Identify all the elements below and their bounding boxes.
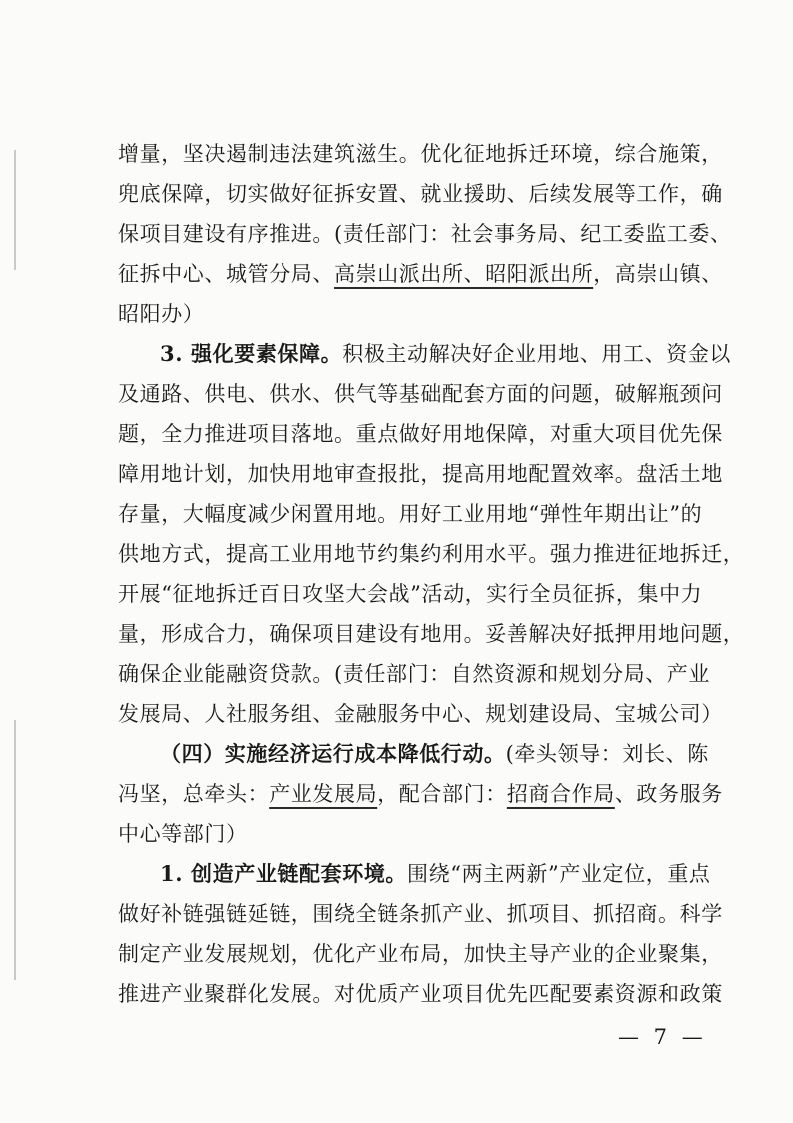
text-line: 题，全力推进项目落地。重点做好用地保障，对重大项目优先保: [118, 422, 723, 446]
text-segment: ，高崇山镇、: [593, 262, 723, 286]
text-segment: 征拆中心、城管分局、: [118, 262, 334, 286]
section-1-heading-line: [160, 861, 711, 886]
text-line: 量，形成合力，确保项目建设有地用。妥善解决好抵押用地问题，: [118, 622, 745, 646]
text-segment: 围绕“两主两新”产业定位，重点: [407, 862, 711, 886]
text-line: 确保企业能融资贷款。(责任部门：自然资源和规划分局、产业: [118, 662, 710, 686]
text-segment: ，配合部门：: [377, 782, 507, 806]
text-line: 开展“征地拆迁百日攻坚大会战”活动，实行全员征拆，集中力: [118, 582, 703, 606]
section-3-heading-line: [160, 341, 732, 366]
text-segment: 冯坚，总牵头：: [118, 782, 270, 806]
text-segment: (牵头领导：刘长、陈: [505, 742, 709, 766]
section-1-title: 1. 创造产业链配套环境。: [160, 861, 408, 886]
text-line: 兜底保障，切实做好征拆安置、就业援助、后续发展等工作，确: [118, 182, 723, 206]
text-segment: 积极主动解决好企业用地、用工、资金以: [342, 342, 732, 366]
text-line: 存量，大幅度减少闲置用地。用好工业用地“弹性年期出让”的: [118, 502, 703, 526]
text-line: 增量，坚决遏制违法建筑滋生。优化征地拆迁环境，综合施策，: [118, 142, 723, 166]
text-line: [118, 262, 723, 286]
handwritten-underlined-text: 招商合作局: [506, 782, 615, 806]
text-line: 中心等部门）: [118, 822, 248, 846]
text-line: 昭阳办）: [118, 302, 205, 326]
text-line: 障用地计划，加快用地审查报批，提高用地配置效率。盘活土地: [118, 462, 723, 486]
text-line: 做好补链强链延链，围绕全链条抓产业、抓项目、抓招商。科学: [118, 902, 723, 926]
text-line: 供地方式，提高工业用地节约集约利用水平。强力推进征地拆迁，: [118, 542, 745, 566]
section-4-heading-line: [160, 742, 708, 766]
text-line: 制定产业发展规划，优化产业布局，加快主导产业的企业聚集，: [118, 942, 723, 966]
handwritten-underlined-text: 产业发展局: [269, 782, 378, 806]
text-segment: 、政务服务: [614, 782, 723, 806]
text-line: [118, 782, 723, 806]
text-line: 及通路、供电、供水、供气等基础配套方面的问题，破解瓶颈问: [118, 382, 723, 406]
section-4-title: （四）实施经济运行成本降低行动。: [160, 741, 506, 766]
text-line: 发展局、人社服务组、金融服务中心、规划建设局、宝城公司）: [118, 702, 723, 726]
page-number: — 7 —: [618, 1025, 707, 1049]
handwritten-underlined-text: 高崇山派出所、昭阳派出所: [334, 262, 594, 286]
text-line: 推进产业聚群化发展。对优质产业项目优先匹配要素资源和政策: [118, 982, 723, 1006]
text-line: 保项目建设有序推进。(责任部门：社会事务局、纪工委监工委、: [118, 222, 732, 246]
section-3-title: 3. 强化要素保障。: [160, 341, 343, 366]
